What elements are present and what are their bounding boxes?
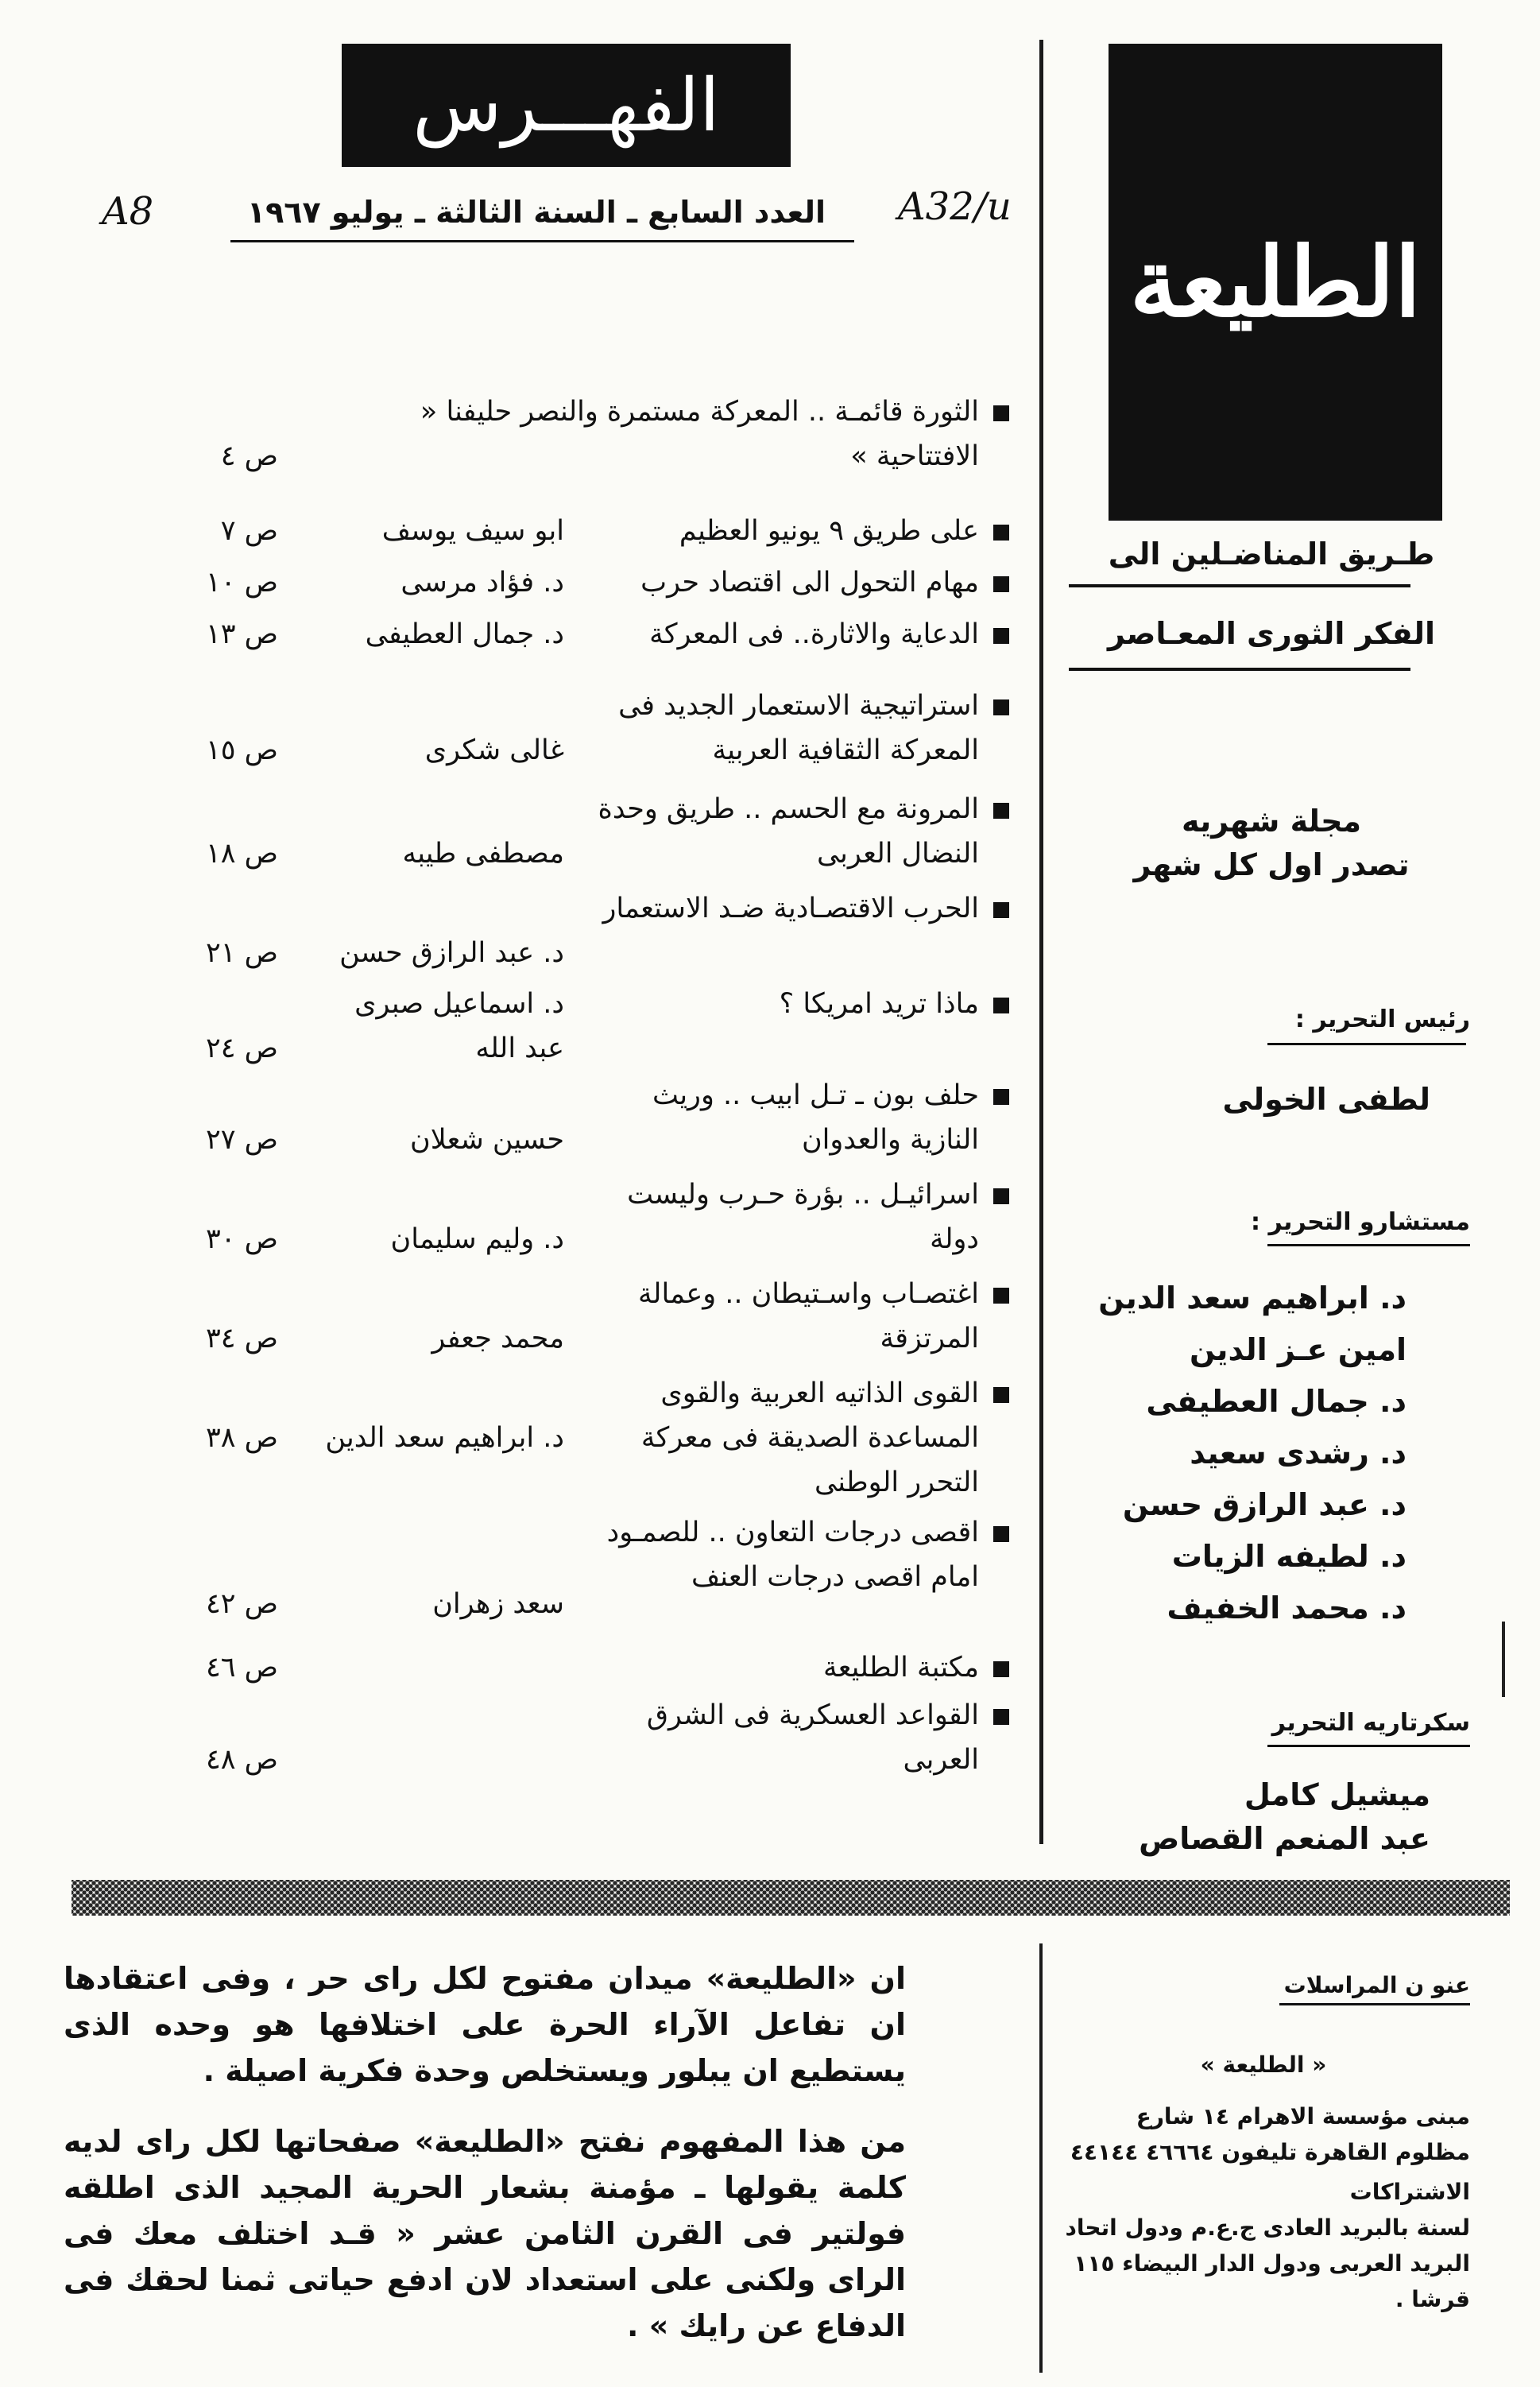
bullet-icon: [993, 699, 1009, 715]
bullet-icon: [993, 1661, 1009, 1677]
correspondence-name: « الطليعة »: [1200, 2052, 1327, 2078]
label-underline: [1267, 1043, 1466, 1045]
statement-paragraph-1: ان «الطليعة» ميدان مفتوح لكل راى حر ، وفى اعتقادها ان تفاعل الآراء الحرة على اختلافها هو وحده الذى يستطيع ان يبلور ويستخلص وحدة فكرية اصيلة .: [64, 1961, 906, 2088]
secretary: عبد المنعم القصاص: [1139, 1821, 1430, 1856]
toc-page: ص ١٨: [205, 838, 278, 870]
advisor: د. رشدى سعيد: [1190, 1436, 1407, 1471]
correspondence-label: عنو ن المراسلات: [1283, 1972, 1470, 1998]
bullet-icon: [993, 1709, 1009, 1725]
bullet-icon: [993, 1089, 1009, 1105]
toc-author: د. وليم سليمان: [390, 1223, 564, 1255]
bullet-icon: [993, 998, 1009, 1013]
masthead-title: الطليعة: [1129, 226, 1422, 339]
toc-page: ص ٢١: [205, 937, 278, 969]
toc-page: ص ٣٤: [205, 1323, 278, 1354]
subscriptions-label: الاشتراكات: [1349, 2179, 1470, 2205]
secretary-label: سكرتاريه التحرير: [1271, 1709, 1470, 1737]
toc-author: د. عبد الرازق حسن: [339, 937, 564, 969]
toc-page: ص ١٣: [205, 618, 278, 650]
masthead-subtitle-2: الفكر الثورى المعـاصر: [1107, 616, 1435, 651]
statement-paragraph-2: من هذا المفهوم نفتح «الطليعة» صفحاتها لكل راى لديه كلمة يقولها ـ مؤمنة بشعار الحرية المجيد الذى اطلقه فولتير فى القرن الثامن عشر « قـد اختلف معك فى الراى ولكنى على استعداد لان ادفع حياتى ثمنا لحقك فى الدفاع عن رايك » .: [64, 2124, 906, 2343]
edge-mark: [1502, 1622, 1505, 1697]
frequency-line-2: تصدر اول كل شهر: [1133, 847, 1410, 882]
toc-title: على طريق ٩ يونيو العظيم: [679, 515, 979, 547]
handwritten-note-right: A32/u: [898, 184, 1012, 229]
bullet-icon: [993, 1188, 1009, 1204]
toc-title: القوى الذاتيه العربية والقوى المساعدة الصديقة فى معركة التحرر الوطنى: [640, 1378, 979, 1498]
bullet-icon: [993, 803, 1009, 819]
label-underline: [1267, 1745, 1470, 1747]
bullet-icon: [993, 1288, 1009, 1304]
toc-page: ص ٣٠: [205, 1223, 278, 1255]
chief-editor: لطفى الخولى: [1222, 1082, 1430, 1117]
toc-page: ص ٤٢: [205, 1588, 278, 1620]
toc-author: د. ابراهيم سعد الدين: [325, 1422, 564, 1454]
masthead-subtitle-1: طـريق المناضـلين الى: [1108, 537, 1435, 572]
toc-author: ابو سيف يوسف: [381, 515, 564, 547]
issue-line: العدد السابع ـ السنة الثالثة ـ يوليو ١٩٦٧: [246, 195, 826, 230]
toc-title: استراتيجية الاستعمار الجديد فى المعركة الثقافية العربية: [618, 690, 979, 766]
bullet-icon: [993, 405, 1009, 421]
bullet-icon: [993, 902, 1009, 918]
masthead-logo: [1109, 44, 1442, 521]
correspondence-address: مبنى مؤسسة الاهرام ١٤ شارع مظلوم القاهرة تليفون ٤٦٦٦٤ ٤٤١٤٤: [1070, 2103, 1470, 2165]
advisor: د. جمال العطيفى: [1146, 1384, 1407, 1419]
toc-title: حلف بون ـ تـل ابيب .. وريث النازية والعدوان: [652, 1079, 979, 1156]
toc-title: ماذا تريد امريكا ؟: [779, 988, 979, 1020]
bullet-icon: [993, 628, 1009, 644]
toc-author: مصطفى طيبه: [402, 838, 564, 870]
toc-title: اسرائيـل .. بؤرة حـرب وليست دولة: [627, 1179, 979, 1255]
subtitle-underline: [1069, 584, 1410, 587]
toc-author: محمد جعفر: [431, 1323, 564, 1354]
toc-page: ص ٧: [220, 515, 278, 547]
toc-author: د. فؤاد مرسى: [400, 567, 564, 599]
index-title-box: [342, 44, 791, 167]
toc-title: اغتصـاب واسـتيطان .. وعمالة المرتزقة: [638, 1278, 979, 1354]
secretary: ميشيل كامل: [1244, 1777, 1430, 1812]
toc-page: ص ٤٨: [205, 1744, 278, 1776]
advisor: د. لطيفه الزيات: [1171, 1539, 1407, 1574]
toc-page: ص ٢٧: [205, 1124, 278, 1156]
handwritten-note-left: A8: [102, 189, 154, 234]
issue-underline: [230, 240, 854, 242]
chief-editor-label: رئيس التحرير :: [1294, 1006, 1470, 1033]
label-underline: [1267, 1244, 1470, 1246]
toc-title: اقصى درجات التعاون .. للصمـود امام اقصى درجات العنف: [606, 1517, 979, 1593]
toc-title: مهام التحول الى اقتصاد حرب: [640, 567, 979, 599]
toc-author: سعد زهران: [432, 1588, 564, 1620]
decorative-band: [72, 1880, 1510, 1916]
subscriptions-text: لسنة بالبريد العادى ج.ع.م ودول اتحاد البريد العربى ودول الدار البيضاء ١١٥ قرشا .: [1065, 2215, 1470, 2312]
toc-title: الثورة قائمـة .. المعركة مستمرة والنصر حليفنا « الافتتاحية »: [420, 396, 979, 472]
frequency-line-1: مجلة شهريه: [1181, 804, 1362, 839]
toc-author: غالى شكرى: [424, 734, 564, 766]
toc-page: ص ١٠: [205, 567, 278, 599]
toc-title: مكتبة الطليعة: [823, 1652, 979, 1684]
toc-title: الدعاية والاثارة.. فى المعركة: [649, 618, 979, 650]
table-of-contents: [56, 389, 1009, 1820]
toc-title: الحرب الاقتصـادية ضـد الاستعمار: [602, 893, 979, 924]
advisor: د. محمد الخفيف: [1167, 1591, 1407, 1626]
bullet-icon: [993, 576, 1009, 592]
bullet-icon: [993, 525, 1009, 541]
toc-page: ص ٤٦: [205, 1652, 278, 1684]
toc-page: ص ٣٨: [205, 1422, 278, 1454]
advisors-label: مستشارو التحرير :: [1251, 1208, 1470, 1236]
advisor: امين عـز الدين: [1189, 1332, 1407, 1367]
toc-author: حسين شعلان: [410, 1124, 564, 1156]
toc-page: ص ١٥: [205, 734, 278, 766]
index-title: الفهـــرس: [412, 63, 720, 148]
toc-author: د. اسماعيل صبرى عبد الله: [354, 988, 564, 1064]
toc-title: القواعد العسكرية فى الشرق العربى: [646, 1699, 979, 1776]
subtitle-underline: [1069, 668, 1410, 671]
toc-title: المرونة مع الحسم .. طريق وحدة النضال العربى: [598, 793, 979, 870]
label-underline: [1279, 2003, 1470, 2005]
toc-page: ص ٤: [220, 440, 278, 472]
toc-page: ص ٢٤: [205, 1033, 278, 1064]
bullet-icon: [993, 1526, 1009, 1542]
advisor: د. عبد الرازق حسن: [1122, 1487, 1407, 1522]
toc-author: د. جمال العطيفى: [365, 618, 564, 650]
bullet-icon: [993, 1387, 1009, 1403]
advisor: د. ابراهيم سعد الدين: [1098, 1281, 1407, 1316]
column-divider-bottom: [1039, 1943, 1043, 2373]
